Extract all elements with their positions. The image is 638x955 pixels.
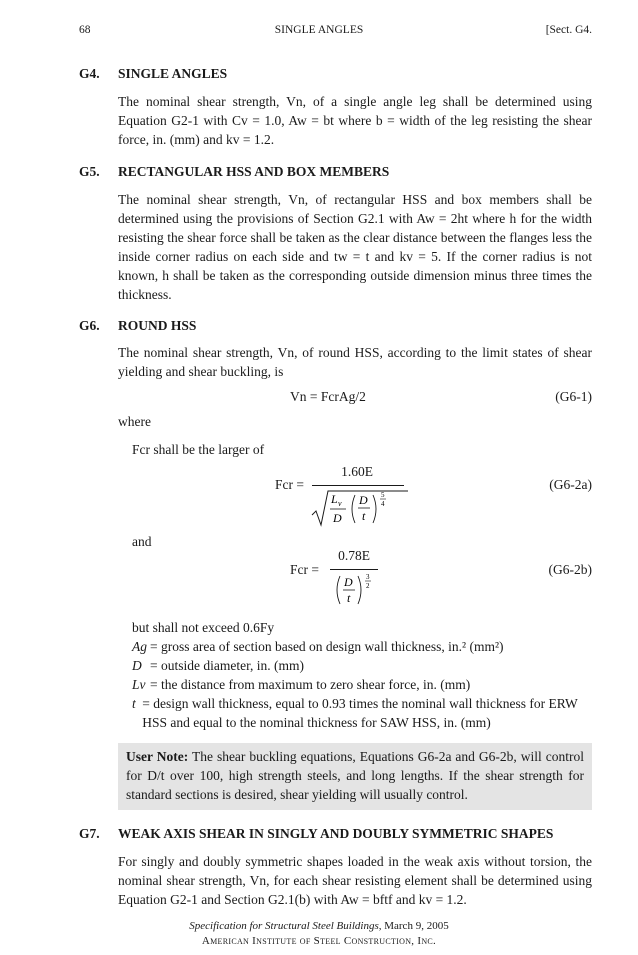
section-title: RECTANGULAR HSS AND BOX MEMBERS bbox=[118, 164, 390, 179]
definition-text: = the distance from maximum to zero shear force, in. (mm) bbox=[150, 677, 471, 692]
paragraph-g4: The nominal shear strength, Vn, of a single angle leg shall be determined using Equation G2-1 with Cv = 1.0, Aw = bt where b = width of the leg resisting the shear force, in. (mm) and kv = 1.2. bbox=[118, 94, 592, 147]
svg-text:v: v bbox=[338, 499, 342, 508]
and-label: and bbox=[132, 534, 152, 549]
definition-symbol: Lv bbox=[132, 677, 146, 692]
running-title: SINGLE ANGLES bbox=[274, 24, 364, 36]
definition-item bbox=[132, 656, 592, 675]
svg-text:D: D bbox=[359, 493, 368, 507]
section-number: G5. bbox=[79, 164, 100, 179]
user-note-box bbox=[118, 743, 592, 810]
svg-text:5: 5 bbox=[381, 491, 385, 499]
section-number: G4. bbox=[79, 66, 100, 81]
equation-g6-1: Vn = FcrAg/2 bbox=[290, 389, 366, 404]
definition-text: = design wall thickness, equal to 0.93 times the nominal wall thickness for ERW HSS and equal to the nominal thickness for SAW HSS, in. (mm) bbox=[142, 696, 578, 730]
equation-g6-2b-numerator: 0.78E bbox=[338, 548, 370, 563]
paragraph-g7: For singly and doubly symmetric shapes loaded in the weak axis without torsion, the nominal shear strength, Vn, for each shear resisting element shall be determined using Equation G2-1 and Section G2.1(b) with Aw = bftf and kv = 1.2. bbox=[118, 854, 592, 907]
fcr-intro: Fcr shall be the larger of bbox=[132, 442, 265, 457]
equation-number-g6-2b: (G6-2b) bbox=[548, 562, 592, 577]
footer-spec-line bbox=[0, 920, 638, 932]
section-number: G7. bbox=[79, 826, 100, 841]
where-label: where bbox=[118, 414, 151, 429]
definition-item bbox=[132, 637, 592, 656]
svg-text:2: 2 bbox=[366, 582, 370, 590]
equation-g6-2a-lhs: Fcr = bbox=[275, 477, 304, 492]
paragraph-g5: The nominal shear strength, Vn, of rectangular HSS and box members shall be determined using the provisions of Section G2.1 with Aw = 2ht where h for the width resisting the shear force shall be taken as the clear distance between the flanges less the inside corner radius on each side and tw = t and kv = 5. If the corner radius is not known, h shall be taken as the corresponding outside dimension minus three times the thickness. bbox=[118, 192, 592, 302]
equation-number-g6-2a: (G6-2a) bbox=[549, 477, 592, 492]
equation-g6-2a-denominator bbox=[310, 487, 410, 529]
definition-item bbox=[132, 675, 592, 694]
section-reference: [Sect. G4. bbox=[545, 24, 592, 36]
section-heading-g4 bbox=[79, 66, 227, 82]
equation-g6-2b-lhs: Fcr = bbox=[290, 562, 319, 577]
limit-text: but shall not exceed 0.6Fy bbox=[132, 620, 275, 635]
footer-spec-title: Specification for Structural Steel Buildings, bbox=[189, 920, 382, 932]
section-heading-g6 bbox=[79, 318, 196, 334]
definitions-list bbox=[132, 637, 592, 732]
footer-organization: American Institute of Steel Construction, Inc. bbox=[201, 935, 437, 947]
section-number: G6. bbox=[79, 318, 100, 333]
section-title: WEAK AXIS SHEAR IN SINGLY AND DOUBLY SYMMETRIC SHAPES bbox=[118, 826, 554, 841]
svg-text:D: D bbox=[333, 511, 342, 525]
equation-number-g6-1: (G6-1) bbox=[555, 389, 592, 404]
page-number: 68 bbox=[79, 24, 91, 36]
user-note-label: User Note: bbox=[126, 749, 189, 764]
user-note-text: The shear buckling equations, Equations G6-2a and G6-2b, will control for D/t over 100, high strength steels, and long lengths. If the shear strength for standard sections is desired, shear yielding will usually control. bbox=[126, 749, 584, 802]
section-heading-g7 bbox=[79, 826, 553, 842]
equation-g6-2b-denominator bbox=[330, 570, 380, 612]
section-heading-g5 bbox=[79, 164, 389, 180]
equation-g6-2a-numerator: 1.60E bbox=[341, 464, 373, 479]
svg-text:L: L bbox=[331, 492, 338, 506]
section-title: SINGLE ANGLES bbox=[118, 66, 228, 81]
svg-text:4: 4 bbox=[381, 500, 385, 508]
footer-date: March 9, 2005 bbox=[384, 920, 449, 932]
svg-text:3: 3 bbox=[366, 573, 370, 581]
definition-text: = gross area of section based on design wall thickness, in.² (mm²) bbox=[150, 639, 504, 654]
svg-text:t: t bbox=[347, 591, 351, 605]
definition-item bbox=[132, 694, 592, 732]
svg-text:t: t bbox=[362, 509, 366, 523]
definition-symbol: t bbox=[132, 696, 136, 711]
definition-symbol: D bbox=[132, 658, 142, 673]
paragraph-g6-intro: The nominal shear strength, Vn, of round HSS, according to the limit states of shear yielding and shear buckling, is bbox=[118, 345, 592, 379]
section-title: ROUND HSS bbox=[118, 318, 197, 333]
svg-text:D: D bbox=[344, 575, 353, 589]
fraction-bar bbox=[312, 485, 404, 486]
definition-text: = outside diameter, in. (mm) bbox=[150, 658, 305, 673]
definition-symbol: Ag bbox=[132, 639, 147, 654]
